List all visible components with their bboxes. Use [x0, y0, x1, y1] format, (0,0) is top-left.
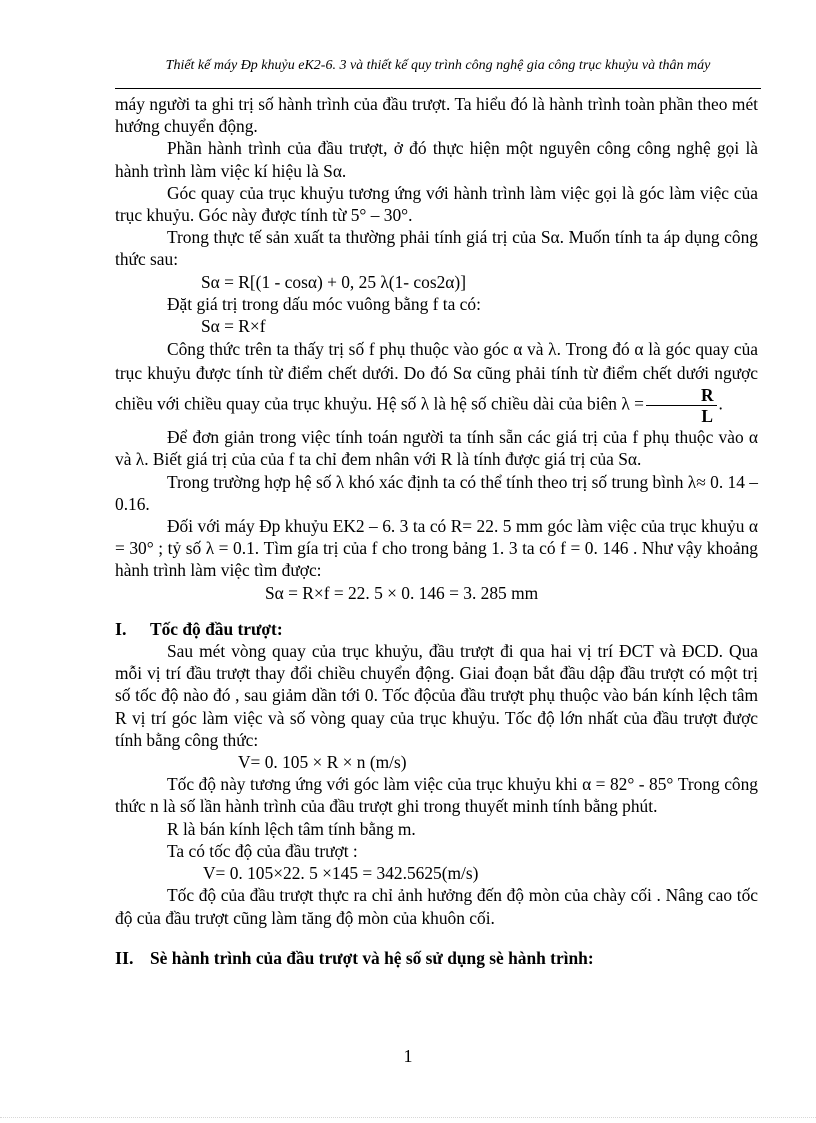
- paragraph: Trong trường hợp hệ số λ khó xác định ta có thể tính theo trị số trung bình λ≈ 0. 14 – 0.16.: [115, 471, 758, 514]
- page-bottom-border: [0, 1117, 816, 1118]
- paragraph: Phần hành trình của đầu trượt, ở đó thực hiện một nguyên công công nghệ gọi là hành trình làm việc kí hiệu là Sα.: [115, 138, 758, 181]
- section-heading: [115, 947, 758, 969]
- lambda-symbol: λ =: [621, 393, 644, 414]
- paragraph: Sau mét vòng quay của trục khuỷu, đầu trượt đi qua hai vị trí ĐCT và ĐCD. Qua mỗi vị trí đầu trượt thay đổi chiều chuyển động. Giai đoạn bắt đầu dập đầu trượt có một trị số tốc độ nào đó , sau giảm dần tới 0. Tốc độcủa đầu trượt phụ thuộc vào bán kính lệch tâm R vị trí góc làm việc và số vòng quay của trục khuỷu. Tốc độ lớn nhất của đầu trượt được tính bằng công thức:: [115, 641, 758, 750]
- paragraph: R là bán kính lệch tâm tính bằng m.: [167, 818, 416, 839]
- running-header: Thiết kế máy Đp khuỷu eK2-6. 3 và thiết kế quy trình công nghệ gia công trục khuỷu và thân máy: [165, 58, 711, 73]
- paragraph: Để đơn giản trong việc tính toán người ta tính sẵn các giá trị của f phụ thuộc vào α và λ. Biết giá trị của của f ta chỉ đem nhân với R là tính được giá trị của Sα.: [115, 427, 758, 470]
- paragraph: [115, 337, 758, 426]
- page-body: [115, 93, 758, 969]
- formula: V= 0. 105 × R × n (m/s): [238, 752, 407, 773]
- section-heading: [115, 618, 758, 640]
- paragraph: Ta có tốc độ của đầu trượt :: [167, 840, 358, 861]
- formula: Sα = R×f: [201, 316, 266, 337]
- paragraph: Tốc độ của đầu trượt thực ra chỉ ảnh hưởng đến độ mòn của chày cối . Nâng cao tốc độ của đầu trượt cũng làm tăng độ mòn của khuôn cối.: [115, 885, 758, 928]
- paragraph: máy người ta ghi trị số hành trình của đầu trượt. Ta hiểu đó là hành trình toàn phần theo mét hướng chuyển động.: [115, 94, 758, 137]
- section-title: Tốc độ đầu trượt:: [150, 618, 283, 639]
- fraction: [646, 385, 717, 426]
- page-number: 1: [403, 1046, 413, 1066]
- fraction-numerator: R: [646, 385, 717, 406]
- formula: V= 0. 105×22. 5 ×145 = 342.5625(m/s): [203, 863, 479, 884]
- section-title: Sè hành trình của đầu trượt và hệ số sử dụng sè hành trình:: [150, 947, 594, 968]
- paragraph: Tốc độ này tương ứng với góc làm việc của trục khuỷu khi α = 82° - 85° Trong công thức n là số lần hành trình của đầu trượt ghi trong thuyết minh tính bằng phút.: [115, 774, 758, 817]
- section-number: II.: [115, 947, 134, 968]
- paragraph: Trong thực tế sản xuất ta thường phải tính giá trị của Sα. Muốn tính ta áp dụng công thức sau:: [115, 227, 758, 270]
- paragraph: Đặt giá trị trong dấu móc vuông bằng f ta có:: [167, 293, 481, 314]
- header-rule: [115, 88, 761, 89]
- formula: Sα = R×f = 22. 5 × 0. 146 = 3. 285 mm: [265, 582, 539, 603]
- paragraph: Đối với máy Đp khuỷu EK2 – 6. 3 ta có R= 22. 5 mm góc làm việc của trục khuỷu α = 30° ; tỷ số λ = 0.1. Tìm gía trị của f cho trong bảng 1. 3 ta có f = 0. 146 . Như vậy khoảng hành trình làm việc tìm được:: [115, 516, 758, 581]
- paragraph-text: Công thức trên ta thấy trị số f phụ thuộc vào góc α và λ. Trong đó α là góc quay của trục khuỷu được tính từ điểm chết dưới. Do đó Sα cũng phải tính từ điểm chết dưới ngược chiều với chiều quay của trục khuỷu. Hệ số λ là hệ số chiều dài của biên: [115, 339, 758, 414]
- fraction-denominator: L: [701, 406, 714, 427]
- formula: Sα = R[(1 - cosα) + 0, 25 λ(1- cos2α)]: [201, 271, 466, 292]
- paragraph: Góc quay của trục khuỷu tương ứng với hành trình làm việc gọi là góc làm việc của trục khuỷu. Góc này được tính từ 5° – 30°.: [115, 182, 758, 226]
- section-number: I.: [115, 618, 127, 639]
- period: .: [718, 393, 723, 414]
